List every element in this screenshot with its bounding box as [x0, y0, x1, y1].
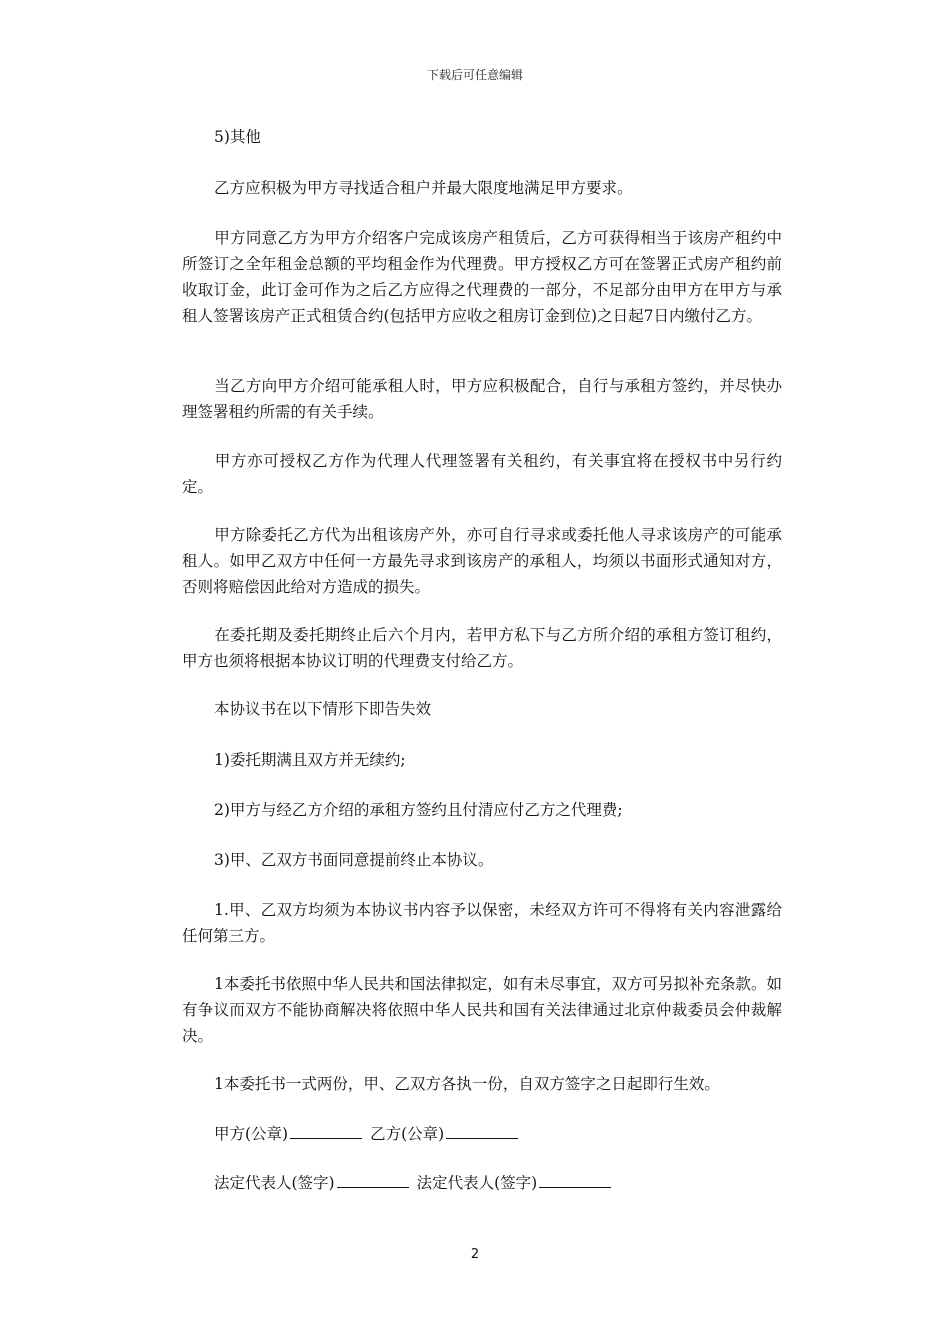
paragraph-cooperation	[182, 373, 782, 425]
paragraph-self-search-text: 甲方除委托乙方代为出租该房产外，亦可自行寻求或委托他人寻求该房产的可能承租人。如甲乙双方中任何一方最先寻求到该房产的承租人，均须以书面形式通知对方，否则将赔偿因此给对方造成的损失。	[182, 526, 782, 596]
party-b-rep-label: 法定代表人(签字)	[416, 1174, 538, 1192]
party-a-seal-label: 甲方(公章)	[214, 1125, 289, 1143]
paragraph-confidentiality	[182, 897, 782, 949]
termination-item-1: 1)委托期满且双方并无续约;	[214, 751, 406, 769]
party-b-seal-label: 乙方(公章)	[370, 1125, 445, 1143]
paragraph-confidentiality-text: 1.甲、乙双方均须为本协议书内容予以保密，未经双方许可不得将有关内容泄露给任何第三方。	[182, 901, 782, 945]
termination-item-3: 3)甲、乙双方书面同意提前终止本协议。	[214, 851, 494, 869]
party-b-rep-blank	[539, 1171, 611, 1188]
paragraph-agency-fee-text: 甲方同意乙方为甲方介绍客户完成该房产租赁后，乙方可获得相当于该房产租约中所签订之全年租金总额的平均租金作为代理费。甲方授权乙方可在签署正式房产租约前收取订金，此订金可作为之后乙方应得之代理费的一部分，不足部分由甲方在甲方与承租人签署该房产正式租赁合约(包括甲方应收之租房订金到位)之日起7日内缴付乙方。	[182, 229, 782, 325]
paragraph-termination-heading: 本协议书在以下情形下即告失效	[214, 700, 432, 718]
paragraph-cooperation-text: 当乙方向甲方介绍可能承租人时，甲方应积极配合，自行与承租方签约，并尽快办理签署租约所需的有关手续。	[182, 377, 782, 421]
item-other: 5)其他	[214, 128, 261, 146]
party-a-rep-blank	[337, 1171, 409, 1188]
party-a-seal-blank	[290, 1122, 362, 1139]
paragraph-self-search	[182, 522, 782, 600]
paragraph-authorization	[182, 448, 782, 500]
signature-row-seal	[214, 1121, 526, 1147]
paragraph-agency-fee	[182, 225, 782, 329]
termination-item-2: 2)甲方与经乙方介绍的承租方签约且付清应付乙方之代理费;	[214, 801, 623, 819]
signature-row-representative	[214, 1170, 619, 1196]
page-number: 2	[470, 1247, 480, 1262]
party-a-rep-label: 法定代表人(签字)	[214, 1174, 335, 1192]
paragraph-private-deal-text: 在委托期及委托期终止后六个月内，若甲方私下与乙方所介绍的承租方签订租约，甲方也须将根据本协议订明的代理费支付给乙方。	[182, 626, 782, 670]
party-b-seal-blank	[446, 1122, 518, 1139]
paragraph-copies: 1本委托书一式两份，甲、乙双方各执一份，自双方签字之日起即行生效。	[214, 1075, 720, 1093]
document-header: 下载后可任意编辑	[426, 68, 523, 82]
paragraph-governing-law	[182, 971, 782, 1049]
paragraph-tenant-search: 乙方应积极为甲方寻找适合租户并最大限度地满足甲方要求。	[214, 179, 633, 197]
paragraph-governing-law-text: 1本委托书依照中华人民共和国法律拟定，如有未尽事宜，双方可另拟补充条款。如有争议而双方不能协商解决将依照中华人民共和国有关法律通过北京仲裁委员会仲裁解决。	[182, 975, 782, 1045]
paragraph-private-deal	[182, 622, 782, 674]
paragraph-authorization-text: 甲方亦可授权乙方作为代理人代理签署有关租约，有关事宜将在授权书中另行约定。	[182, 452, 782, 496]
